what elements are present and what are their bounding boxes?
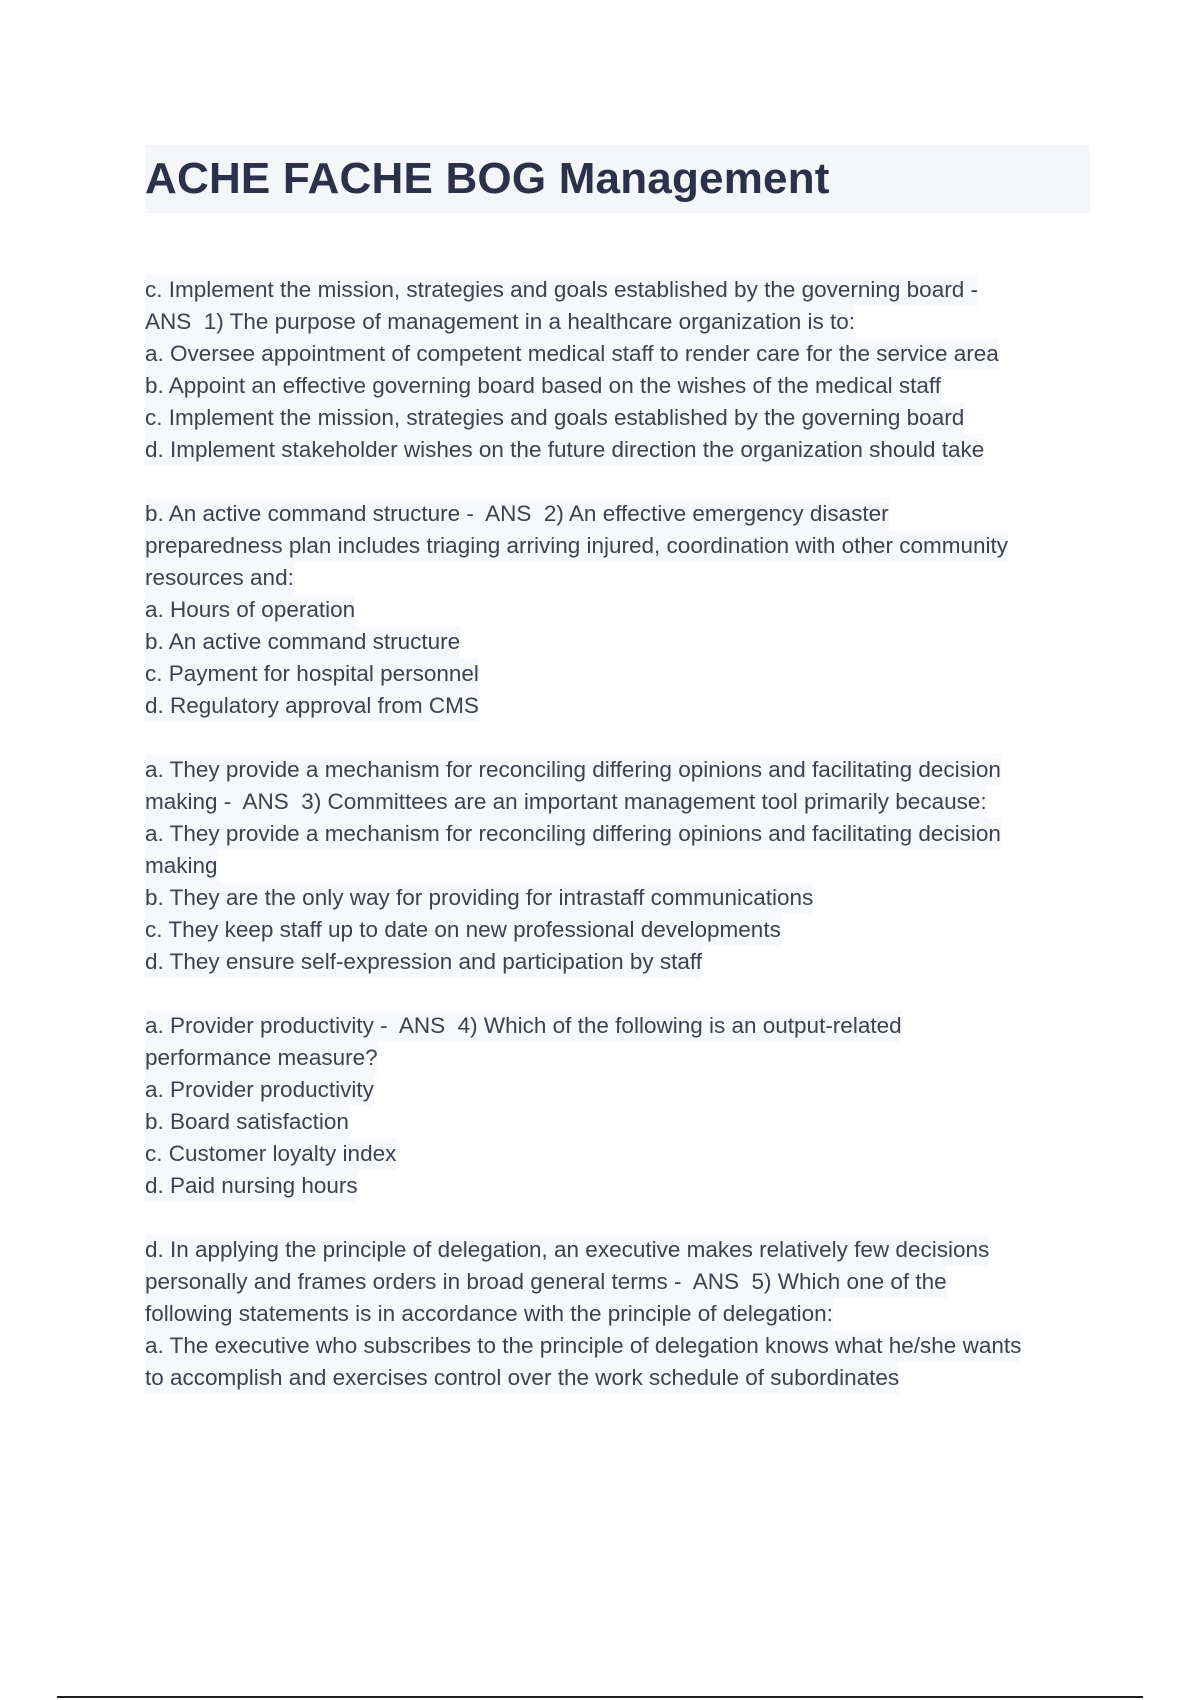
- answer-option: d. Implement stakeholder wishes on the future direction the organization should take: [145, 434, 984, 466]
- answer-option: a. They provide a mechanism for reconciling differing opinions and facilitating decision: [145, 818, 1001, 850]
- text-line: a. They provide a mechanism for reconciling differing opinions and facilitating decision: [145, 754, 1001, 786]
- answer-option: a. The executive who subscribes to the principle of delegation knows what he/she wants: [145, 1330, 1021, 1362]
- text-line: c. Implement the mission, strategies and goals established by the governing board -: [145, 274, 978, 306]
- answer-option: c. Implement the mission, strategies and goals established by the governing board: [145, 402, 964, 434]
- text-line: following statements is in accordance with the principle of delegation:: [145, 1298, 833, 1330]
- question-block-5: [145, 1234, 1095, 1394]
- answer-option: b. Board satisfaction: [145, 1106, 349, 1138]
- question-block-3: [145, 754, 1095, 978]
- question-block-4: [145, 1010, 1095, 1202]
- text-line: a. Provider productivity - ANS 4) Which of the following is an output-related: [145, 1010, 902, 1042]
- text-line: making - ANS 3) Committees are an important management tool primarily because:: [145, 786, 987, 818]
- text-line: performance measure?: [145, 1042, 378, 1074]
- answer-option: a. Oversee appointment of competent medical staff to render care for the service area: [145, 338, 999, 370]
- question-block-1: [145, 274, 1095, 466]
- question-block-2: [145, 498, 1095, 722]
- answer-option: c. They keep staff up to date on new professional developments: [145, 914, 781, 946]
- text-line: preparedness plan includes triaging arriving injured, coordination with other community: [145, 530, 1008, 562]
- answer-option: a. Provider productivity: [145, 1074, 374, 1106]
- answer-option: d. They ensure self-expression and participation by staff: [145, 946, 702, 978]
- answer-option: b. An active command structure: [145, 626, 460, 658]
- text-line: resources and:: [145, 562, 294, 594]
- answer-option: b. Appoint an effective governing board based on the wishes of the medical staff: [145, 370, 941, 402]
- answer-option: d. Paid nursing hours: [145, 1170, 358, 1202]
- answer-option: c. Customer loyalty index: [145, 1138, 396, 1170]
- question-list: [145, 274, 1095, 1426]
- page-divider: [57, 1696, 1143, 1698]
- answer-option: to accomplish and exercises control over the work schedule of subordinates: [145, 1362, 899, 1394]
- text-line: personally and frames orders in broad general terms - ANS 5) Which one of the: [145, 1266, 947, 1298]
- text-line: d. In applying the principle of delegation, an executive makes relatively few decisions: [145, 1234, 989, 1266]
- answer-option: c. Payment for hospital personnel: [145, 658, 479, 690]
- answer-option: a. Hours of operation: [145, 594, 355, 626]
- page-title: ACHE FACHE BOG Management: [145, 154, 830, 203]
- answer-option: b. They are the only way for providing for intrastaff communications: [145, 882, 813, 914]
- text-line: ANS 1) The purpose of management in a healthcare organization is to:: [145, 306, 855, 338]
- answer-option: making: [145, 850, 218, 882]
- answer-option: d. Regulatory approval from CMS: [145, 690, 479, 722]
- text-line: b. An active command structure - ANS 2) An effective emergency disaster: [145, 498, 889, 530]
